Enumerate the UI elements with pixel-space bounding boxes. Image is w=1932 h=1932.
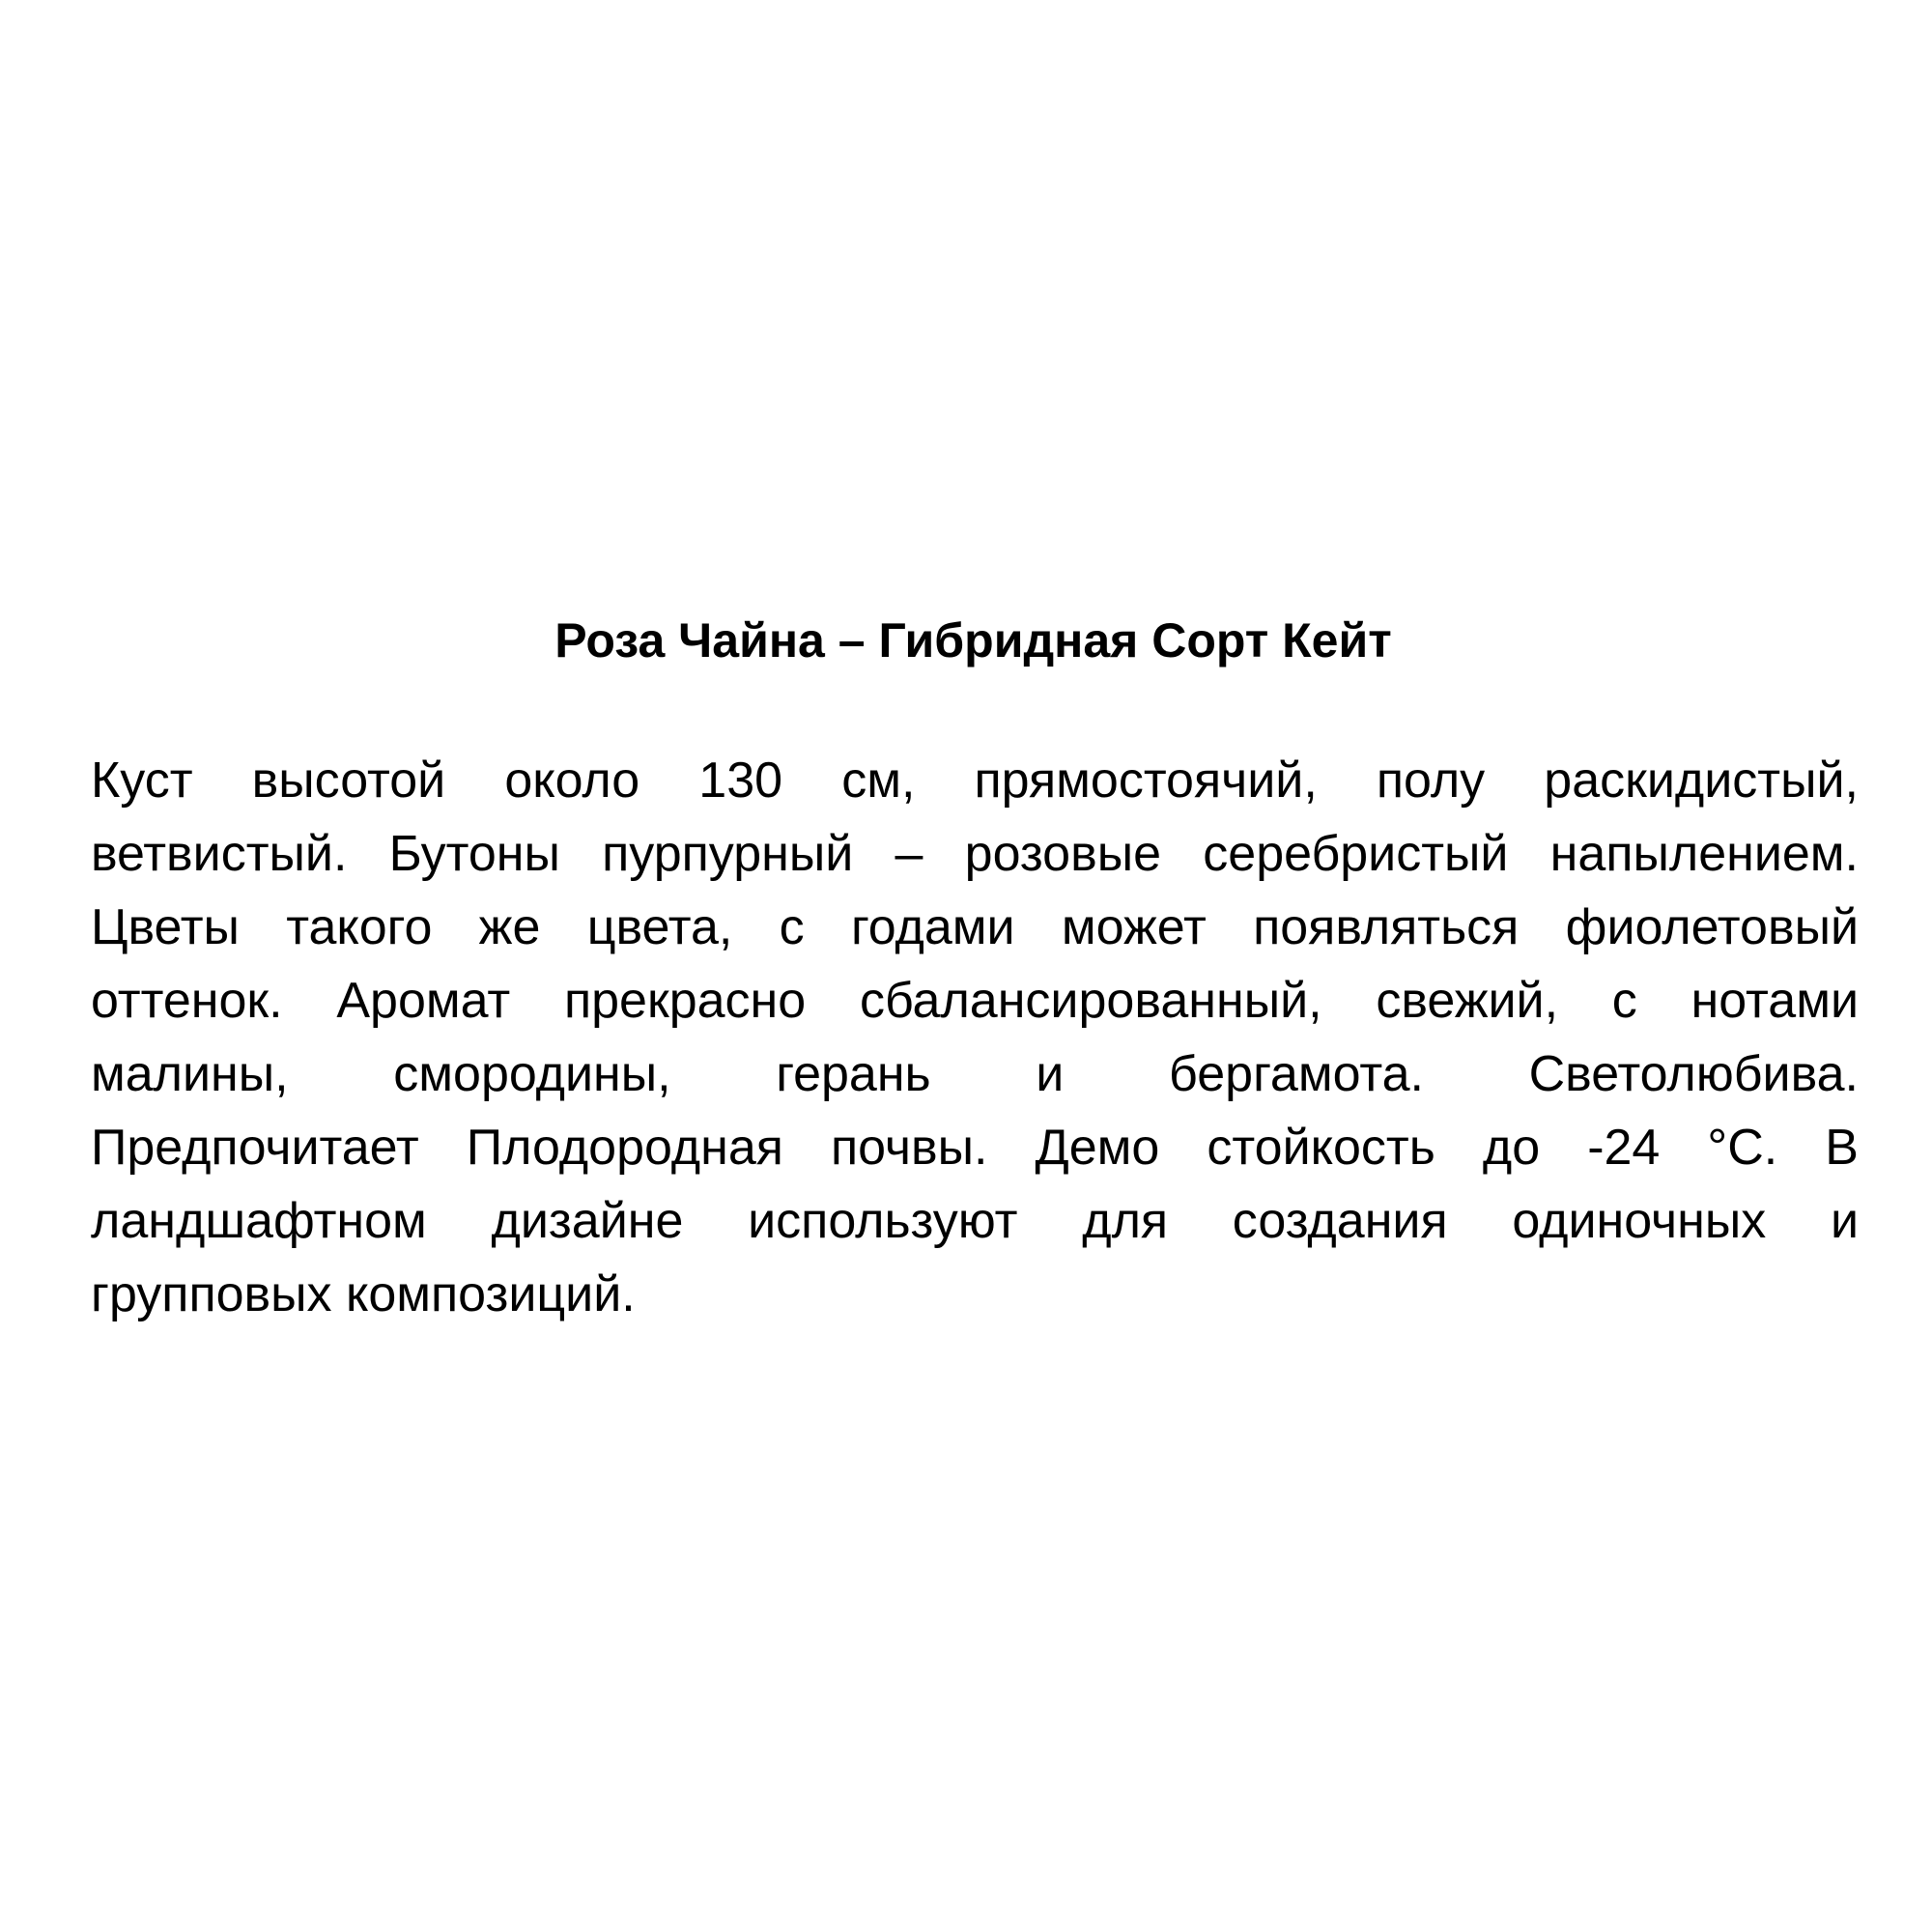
document-title: Роза Чайна – Гибридная Сорт Кейт [554,613,1392,668]
body-line: ландшафтном дизайне используют для создания одиночных и [91,1193,1859,1249]
body-line: Цветы такого же цвета, с годами может появляться фиолетовый [91,899,1859,955]
body-line: малины, смородины, герань и бергамота. Светолюбива. [91,1046,1859,1102]
body-line: оттенок. Аромат прекрасно сбалансированный, свежий, с нотами [91,973,1859,1029]
body-line: Предпочитает Плодородная почвы. Демо стойкость до -24 °С. В [91,1120,1859,1176]
body-line: ветвистый. Бутоны пурпурный – розовые серебристый напылением. [91,826,1859,882]
body-line: Куст высотой около 130 см, прямостоячий, полу раскидистый, [91,753,1859,809]
body-line: групповых композиций. [91,1266,636,1322]
document-body [91,744,1859,1331]
